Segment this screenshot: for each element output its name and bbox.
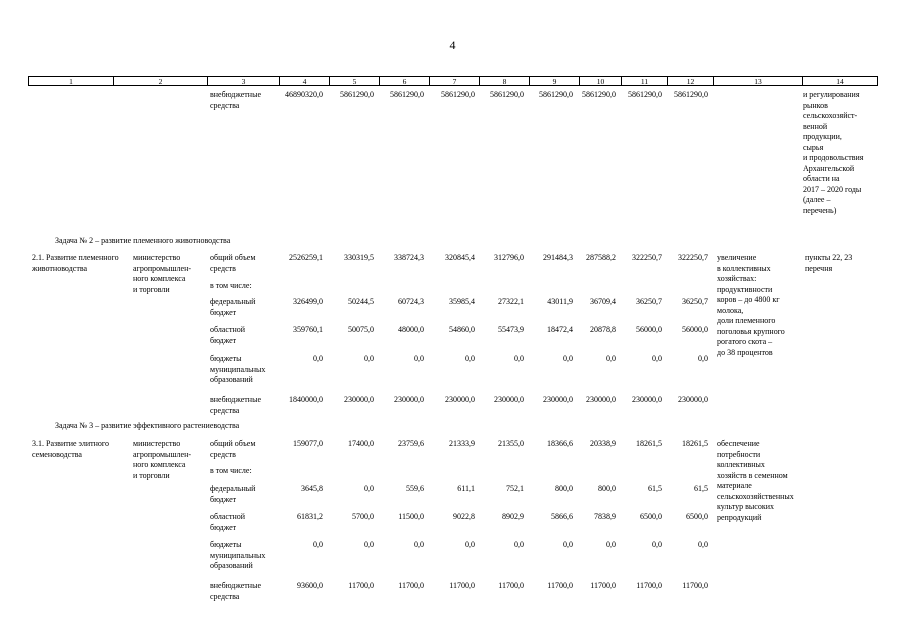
value-cell: 11700,0 bbox=[398, 581, 424, 590]
value-cell: 0,0 bbox=[465, 540, 475, 549]
value-cell: 0,0 bbox=[698, 354, 708, 363]
value-cell: 27322,1 bbox=[498, 297, 524, 306]
value-cell: 8902,9 bbox=[502, 512, 524, 521]
header-cell-2: 2 bbox=[114, 76, 208, 86]
value-cell: 93600,0 bbox=[297, 581, 323, 590]
header-cell-5: 5 bbox=[330, 76, 380, 86]
value-cell: 230000,0 bbox=[678, 395, 708, 404]
value-cell: 11700,0 bbox=[636, 581, 662, 590]
page-number: 4 bbox=[449, 38, 456, 52]
row-label: внебюджетные средства bbox=[210, 581, 261, 601]
header-cell-9: 9 bbox=[530, 76, 580, 86]
row-label: в том числе: bbox=[210, 466, 252, 475]
value-cell: 11700,0 bbox=[498, 581, 524, 590]
value-cell: 11700,0 bbox=[590, 581, 616, 590]
value-cell: 7838,9 bbox=[594, 512, 616, 521]
row-label: в том числе: bbox=[210, 281, 252, 290]
row-label: областной бюджет bbox=[210, 512, 246, 532]
value-cell: 18472,4 bbox=[547, 325, 573, 334]
value-cell: 3645,8 bbox=[301, 484, 323, 493]
value-cell: 5861290,0 bbox=[582, 90, 616, 99]
task3-result: обеспечение потребности коллективных хозяйств в семенном материале сельскохозяйственных культур высоких репродукций bbox=[717, 439, 794, 522]
value-cell: 359760,1 bbox=[293, 325, 323, 334]
value-cell: 56000,0 bbox=[636, 325, 662, 334]
row-label: федеральный бюджет bbox=[210, 484, 256, 504]
value-cell: 230000,0 bbox=[394, 395, 424, 404]
value-cell: 752,1 bbox=[506, 484, 524, 493]
value-cell: 0,0 bbox=[414, 540, 424, 549]
row0-source-label: внебюджетные средства bbox=[210, 90, 261, 110]
value-cell: 5700,0 bbox=[352, 512, 374, 521]
row-label: общий объем средств bbox=[210, 439, 256, 459]
value-cell: 0,0 bbox=[364, 540, 374, 549]
value-cell: 1840000,0 bbox=[289, 395, 323, 404]
header-cell-10: 10 bbox=[580, 76, 622, 86]
value-cell: 800,0 bbox=[555, 484, 573, 493]
value-cell: 322250,7 bbox=[678, 253, 708, 262]
value-cell: 21355,0 bbox=[498, 439, 524, 448]
task3-executor: министерство агропромышлен- ного комплекса и торговли bbox=[133, 439, 192, 480]
task3-name: 3.1. Развитие элитного семеноводства bbox=[32, 439, 109, 459]
row-label: внебюджетные средства bbox=[210, 395, 261, 415]
value-cell: 800,0 bbox=[598, 484, 616, 493]
header-cell-12: 12 bbox=[668, 76, 714, 86]
value-cell: 11700,0 bbox=[449, 581, 475, 590]
value-cell: 0,0 bbox=[313, 540, 323, 549]
value-cell: 36250,7 bbox=[682, 297, 708, 306]
value-cell: 20338,9 bbox=[590, 439, 616, 448]
row-label: федеральный бюджет bbox=[210, 297, 256, 317]
value-cell: 159077,0 bbox=[293, 439, 323, 448]
value-cell: 5861290,0 bbox=[674, 90, 708, 99]
value-cell: 60724,3 bbox=[398, 297, 424, 306]
value-cell: 6500,0 bbox=[640, 512, 662, 521]
value-cell: 0,0 bbox=[652, 354, 662, 363]
header-cell-1: 1 bbox=[28, 76, 114, 86]
value-cell: 0,0 bbox=[606, 540, 616, 549]
value-cell: 0,0 bbox=[698, 540, 708, 549]
value-cell: 312796,0 bbox=[494, 253, 524, 262]
value-cell: 48000,0 bbox=[398, 325, 424, 334]
task2-ref: пункты 22, 23 перечня bbox=[805, 253, 853, 273]
value-cell: 230000,0 bbox=[632, 395, 662, 404]
header-cell-6: 6 bbox=[380, 76, 430, 86]
value-cell: 326499,0 bbox=[293, 297, 323, 306]
value-cell: 287588,2 bbox=[586, 253, 616, 262]
value-cell: 0,0 bbox=[514, 540, 524, 549]
row0-col14-text: и регулирования рынков сельскохозяйст- венной продукции, сырья и продовольствия Архангельской области на 2017 – 2020 годы (далее – перечень) bbox=[803, 90, 864, 215]
header-cell-7: 7 bbox=[430, 76, 480, 86]
value-cell: 338724,3 bbox=[394, 253, 424, 262]
value-cell: 11500,0 bbox=[398, 512, 424, 521]
value-cell: 36709,4 bbox=[590, 297, 616, 306]
value-cell: 320845,4 bbox=[445, 253, 475, 262]
value-cell: 0,0 bbox=[563, 540, 573, 549]
value-cell: 0,0 bbox=[563, 354, 573, 363]
value-cell: 20878,8 bbox=[590, 325, 616, 334]
value-cell: 0,0 bbox=[514, 354, 524, 363]
value-cell: 21333,9 bbox=[449, 439, 475, 448]
header-cell-8: 8 bbox=[480, 76, 530, 86]
task2-title: Задача № 2 – развитие племенного животноводства bbox=[55, 236, 231, 245]
value-cell: 18261,5 bbox=[682, 439, 708, 448]
value-cell: 0,0 bbox=[364, 354, 374, 363]
value-cell: 6500,0 bbox=[686, 512, 708, 521]
value-cell: 291484,3 bbox=[543, 253, 573, 262]
value-cell: 50075,0 bbox=[348, 325, 374, 334]
task3-title: Задача № 3 – развитие эффективного растениеводства bbox=[55, 421, 240, 430]
task2-name: 2.1. Развитие племенного животноводства bbox=[32, 253, 119, 273]
value-cell: 230000,0 bbox=[543, 395, 573, 404]
value-cell: 5861290,0 bbox=[340, 90, 374, 99]
value-cell: 11700,0 bbox=[682, 581, 708, 590]
value-cell: 18366,6 bbox=[547, 439, 573, 448]
value-cell: 0,0 bbox=[414, 354, 424, 363]
value-cell: 230000,0 bbox=[445, 395, 475, 404]
value-cell: 61,5 bbox=[694, 484, 708, 493]
value-cell: 43011,9 bbox=[547, 297, 573, 306]
value-cell: 0,0 bbox=[652, 540, 662, 549]
value-cell: 9022,8 bbox=[453, 512, 475, 521]
header-cell-11: 11 bbox=[622, 76, 668, 86]
row-label: общий объем средств bbox=[210, 253, 256, 273]
value-cell: 35985,4 bbox=[449, 297, 475, 306]
value-cell: 611,1 bbox=[457, 484, 475, 493]
value-cell: 55473,9 bbox=[498, 325, 524, 334]
value-cell: 230000,0 bbox=[344, 395, 374, 404]
value-cell: 54860,0 bbox=[449, 325, 475, 334]
value-cell: 2526259,1 bbox=[289, 253, 323, 262]
value-cell: 56000,0 bbox=[682, 325, 708, 334]
row-label: бюджеты муниципальных образований bbox=[210, 354, 266, 384]
value-cell: 5866,6 bbox=[551, 512, 573, 521]
value-cell: 559,6 bbox=[406, 484, 424, 493]
value-cell: 0,0 bbox=[606, 354, 616, 363]
value-cell: 0,0 bbox=[465, 354, 475, 363]
value-cell: 17400,0 bbox=[348, 439, 374, 448]
value-cell: 36250,7 bbox=[636, 297, 662, 306]
value-cell: 11700,0 bbox=[348, 581, 374, 590]
value-cell: 5861290,0 bbox=[539, 90, 573, 99]
header-cell-13: 13 bbox=[714, 76, 803, 86]
value-cell: 61,5 bbox=[648, 484, 662, 493]
value-cell: 5861290,0 bbox=[390, 90, 424, 99]
task2-executor: министерство агропромышлен- ного комплекса и торговли bbox=[133, 253, 192, 294]
value-cell: 23759,6 bbox=[398, 439, 424, 448]
row-label: бюджеты муниципальных образований bbox=[210, 540, 266, 570]
value-cell: 5861290,0 bbox=[441, 90, 475, 99]
value-cell: 11700,0 bbox=[547, 581, 573, 590]
value-cell: 5861290,0 bbox=[490, 90, 524, 99]
value-cell: 18261,5 bbox=[636, 439, 662, 448]
header-cell-3: 3 bbox=[208, 76, 280, 86]
value-cell: 0,0 bbox=[313, 354, 323, 363]
value-cell: 230000,0 bbox=[586, 395, 616, 404]
header-cell-4: 4 bbox=[280, 76, 330, 86]
task2-result: увеличение в коллективных хозяйствах: продуктивности коров – до 4800 кг молока, доли племенного поголовья крупного рогатого скота – до 38 процентов bbox=[717, 253, 785, 357]
value-cell: 61831,2 bbox=[297, 512, 323, 521]
header-cell-14: 14 bbox=[803, 76, 878, 86]
value-cell: 330319,5 bbox=[344, 253, 374, 262]
row-label: областной бюджет bbox=[210, 325, 246, 345]
value-cell: 0,0 bbox=[364, 484, 374, 493]
value-cell: 5861290,0 bbox=[628, 90, 662, 99]
value-cell: 322250,7 bbox=[632, 253, 662, 262]
value-cell: 230000,0 bbox=[494, 395, 524, 404]
value-cell: 50244,5 bbox=[348, 297, 374, 306]
value-cell: 46890320,0 bbox=[285, 90, 323, 99]
